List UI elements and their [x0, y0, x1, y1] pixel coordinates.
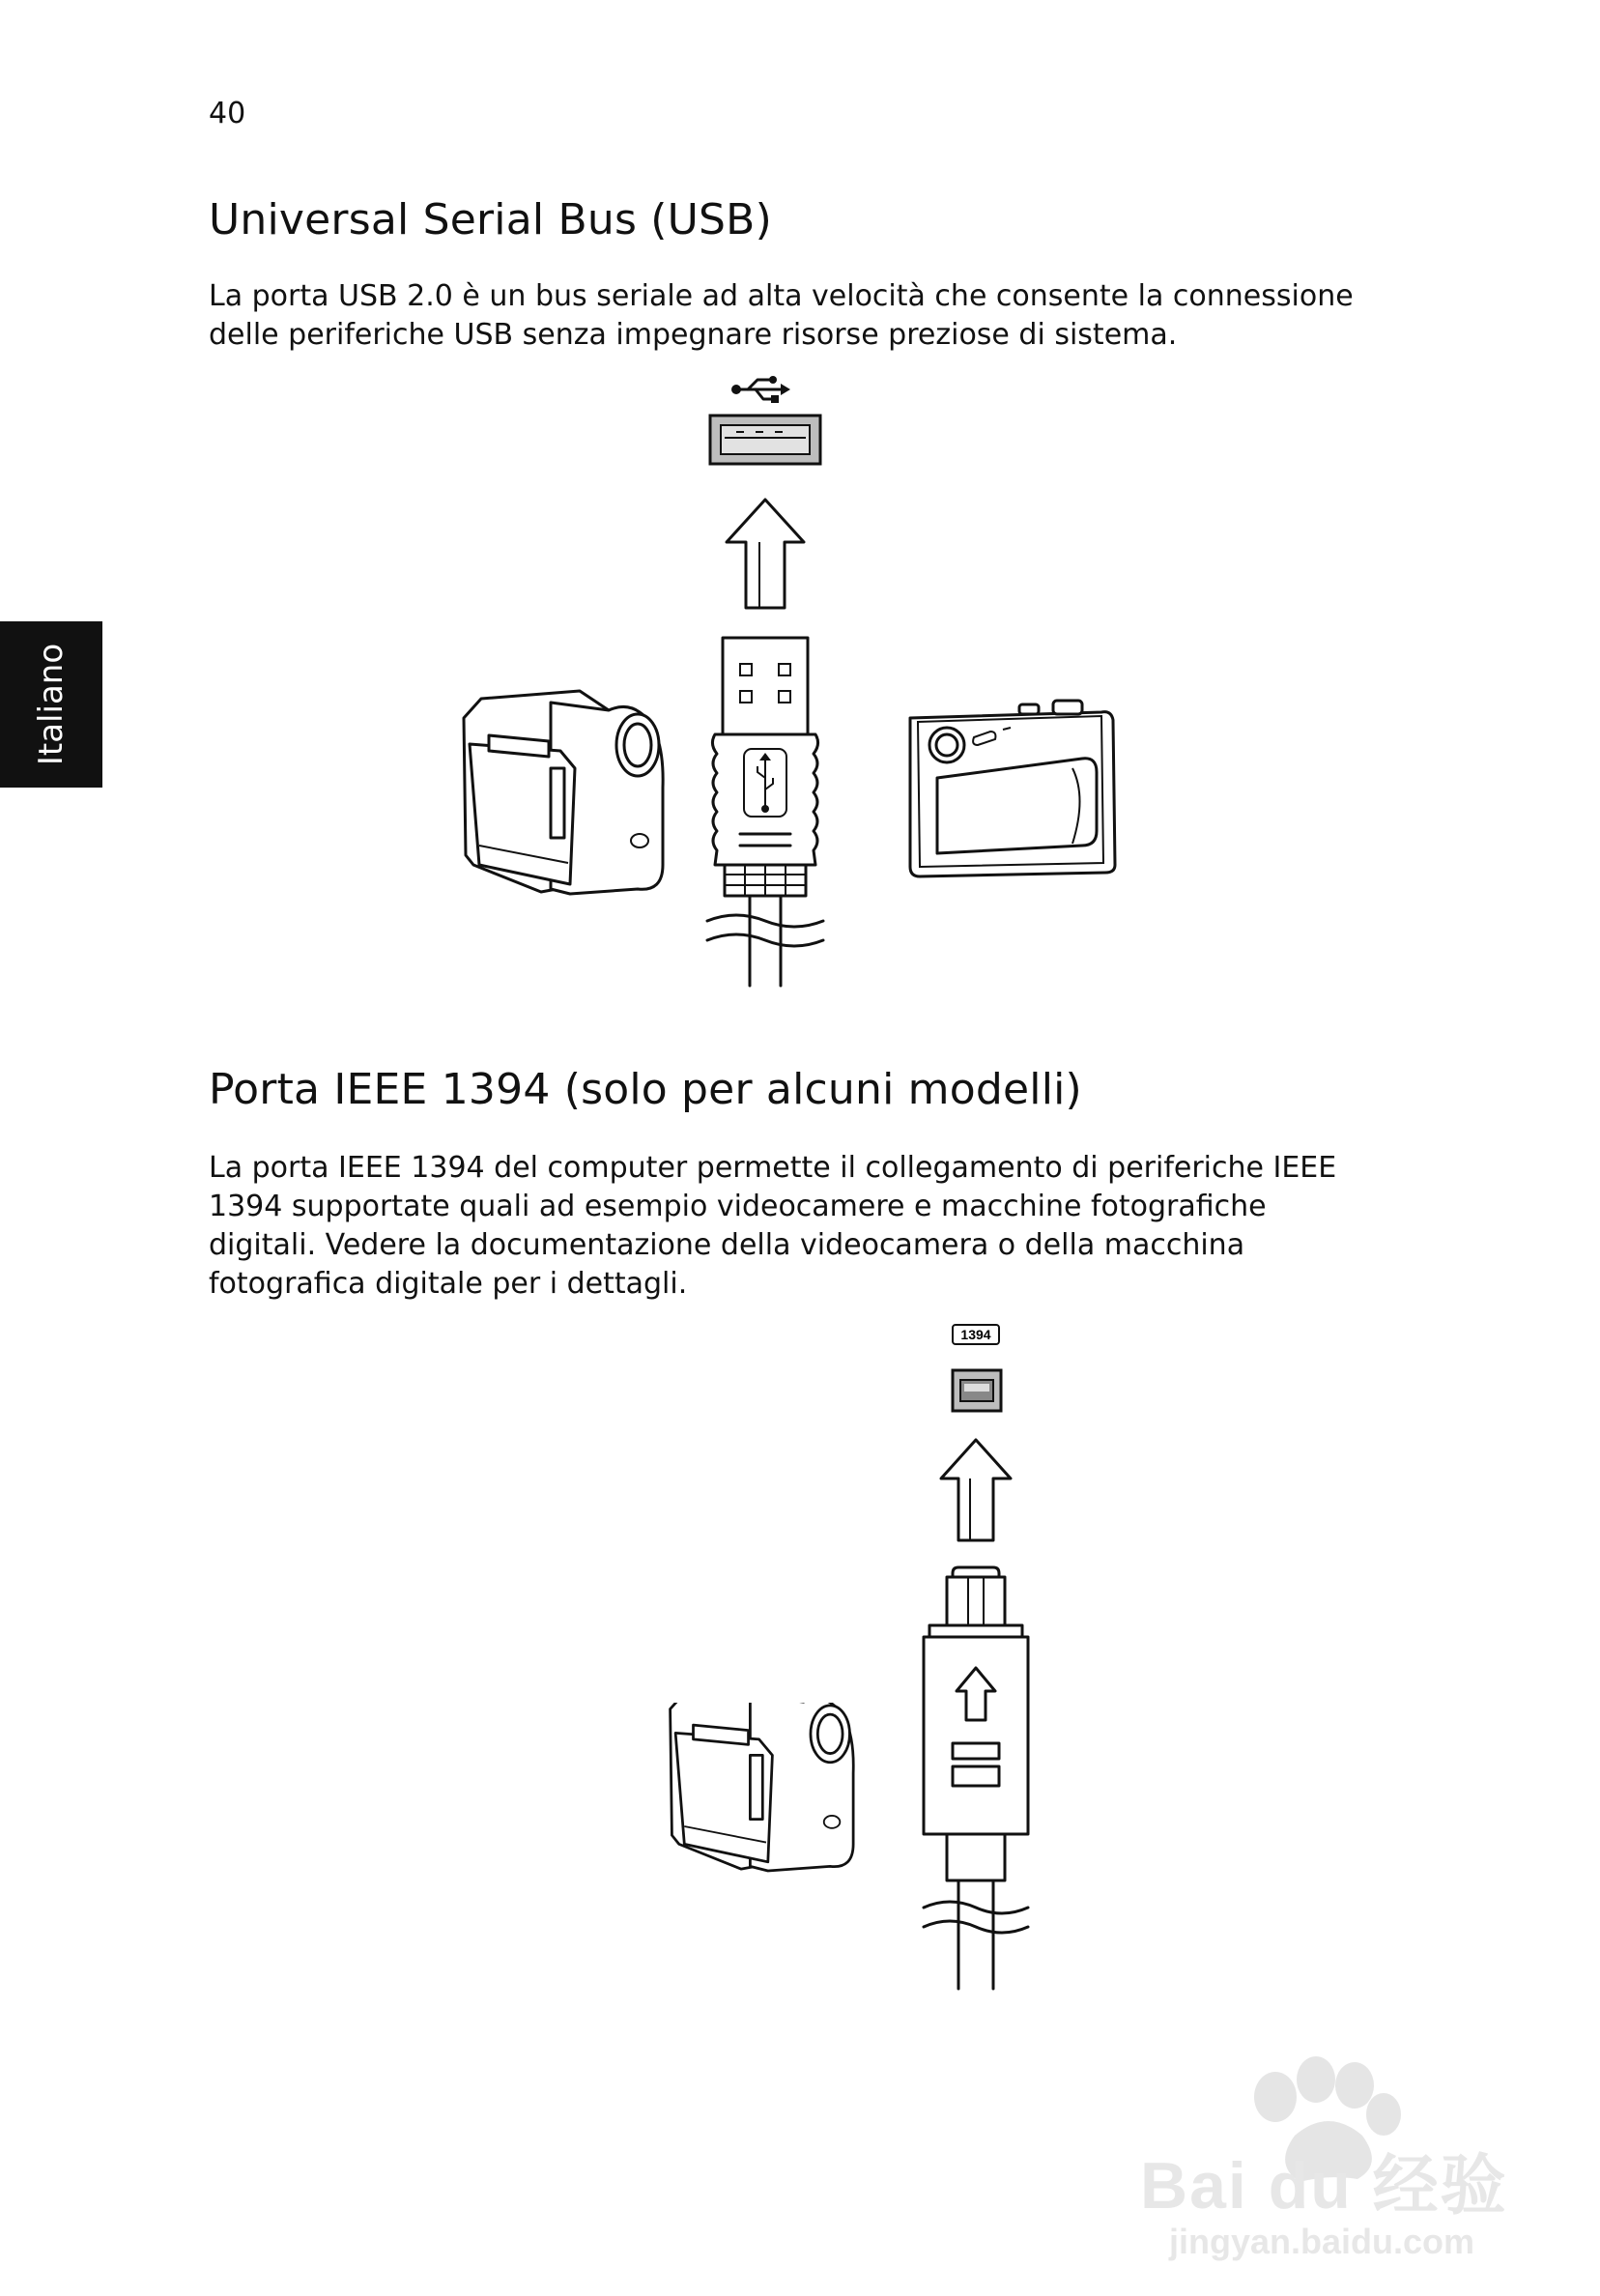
language-tab-label: Italiano — [32, 643, 71, 766]
firewire-port-label: 1394 — [960, 1327, 991, 1342]
firewire-port-icon — [953, 1370, 1001, 1411]
ieee-section-title: Porta IEEE 1394 (solo per alcuni modelli) — [209, 1065, 1082, 1114]
usb-port-icon — [710, 416, 820, 464]
camcorder-icon — [671, 1703, 854, 1871]
watermark-brand: Bai du 经验 — [1140, 2149, 1508, 2223]
camcorder-icon — [464, 691, 663, 894]
firewire-plug-icon — [924, 1567, 1028, 1989]
usb-figure — [435, 362, 1208, 1000]
ieee-section-body: La porta IEEE 1394 del computer permette il collegamento di periferiche IEEE 1394 supportate quali ad esempio videocamere e macchine fotografiche digitali. Vedere la documentazione della videocamera o della macchina fotografica digitale per i dettagli. — [209, 1151, 1337, 1301]
up-arrow-icon — [941, 1440, 1011, 1540]
up-arrow-icon — [727, 500, 804, 608]
page-number: 40 — [209, 97, 246, 130]
usb-section-title: Universal Serial Bus (USB) — [209, 195, 772, 244]
usb-plug-icon — [707, 638, 823, 986]
language-tab — [0, 621, 102, 788]
watermark — [1130, 2029, 1536, 2271]
usb-icon — [731, 376, 790, 403]
digital-camera-icon — [910, 701, 1115, 876]
ieee-camcorder — [665, 1703, 858, 1925]
usb-section-body: La porta USB 2.0 è un bus seriale ad alta velocità che consente la connessione delle periferiche USB senza impegnare risorse preziose di sistema. — [209, 279, 1354, 352]
watermark-url: jingyan.baidu.com — [1169, 2222, 1475, 2261]
